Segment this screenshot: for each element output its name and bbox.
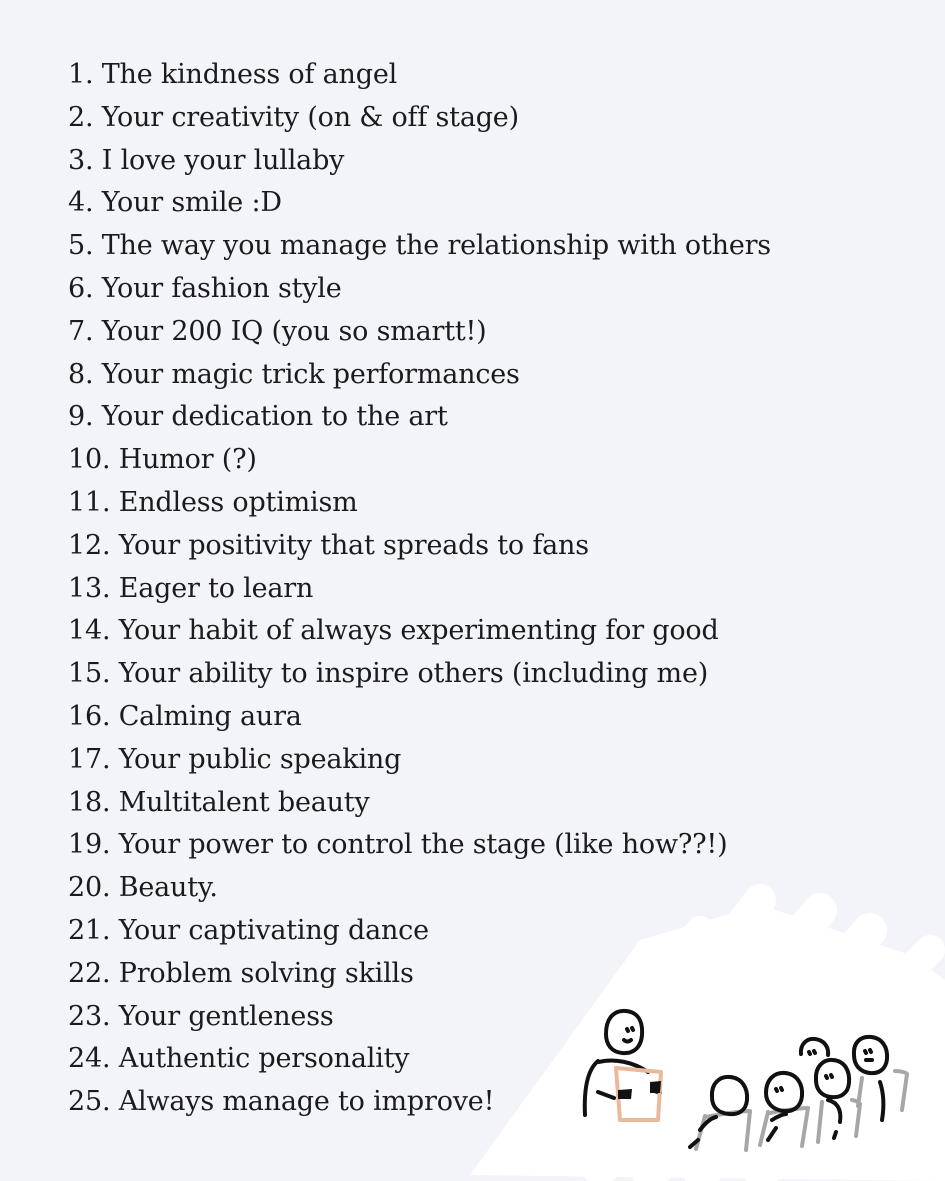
list-item: 23. Your gentleness [68,1000,334,1032]
list-item: 25. Always manage to improve! [68,1086,495,1118]
list-item: 1. The kindness of angel [68,59,398,90]
list-item: 15. Your ability to inspire others (including me) [68,658,709,690]
list-item: 20. Beauty. [68,872,218,904]
paper-icon [616,1068,661,1120]
audience-figures [690,1037,907,1150]
list-item: 8. Your magic trick performances [68,358,520,390]
list-item: 18. Multitalent beauty [68,786,370,818]
list-item: 5. The way you manage the relationship with others [68,230,771,262]
list-item: 19. Your power to control the stage (like how??!) [68,829,728,861]
list-item: 12. Your positivity that spreads to fans [68,529,589,561]
list-item: 22. Problem solving skills [68,957,414,989]
list-item: 21. Your captivating dance [68,914,429,946]
list-item: 10. Humor (?) [68,444,257,476]
speaker-figure [585,1011,660,1115]
list-item: 6. Your fashion style [68,272,342,304]
list-item: 16. Calming aura [68,700,302,732]
list-item: 2. Your creativity (on & off stage) [68,101,519,133]
list-item: 4. Your smile :D [68,187,282,219]
list-item: 11. Endless optimism [68,486,358,518]
list-item: 9. Your dedication to the art [68,401,448,433]
list-item: 3. I love your lullaby [68,144,345,176]
list-item: 24. Authentic personality [68,1043,410,1075]
list-item: 14. Your habit of always experimenting for good [68,615,719,647]
list-item: 7. Your 200 IQ (you so smartt!) [68,315,487,347]
list-item: 13. Eager to learn [68,572,314,604]
list-item: 17. Your public speaking [68,743,402,775]
